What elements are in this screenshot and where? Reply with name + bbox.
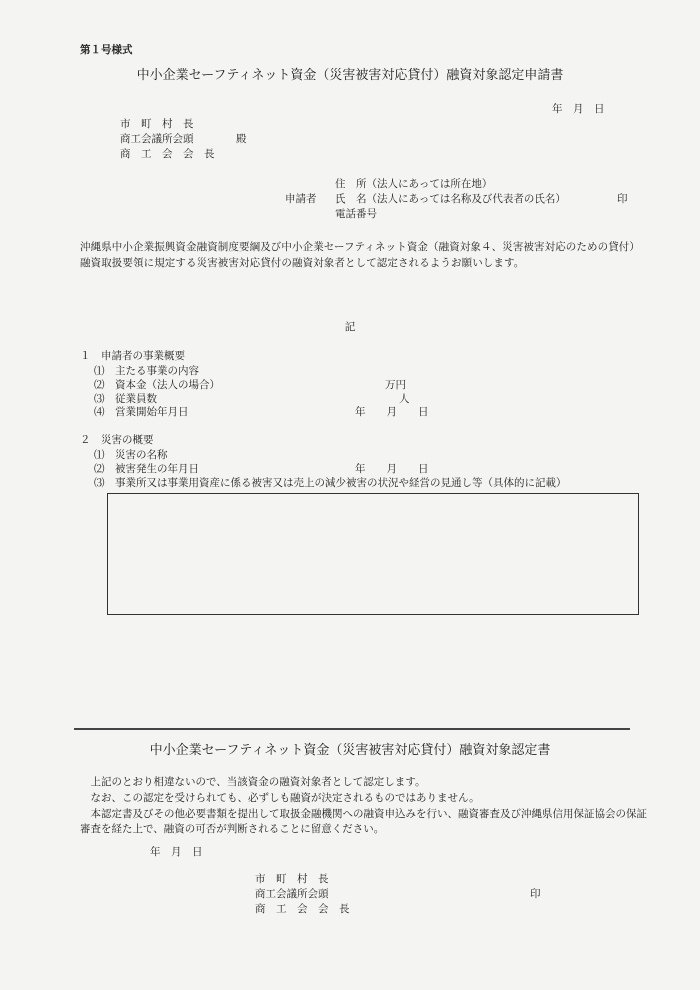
section-divider: [74, 728, 630, 730]
section1-title: １ 申請者の事業概要: [80, 350, 185, 362]
section2-item-disaster-name: ⑴ 災害の名称: [94, 449, 168, 461]
certificate-date: 年 月 日: [150, 846, 203, 858]
record-heading: 記: [344, 321, 356, 333]
section2-item-damage-date: ⑵ 被害発生の年月日: [94, 463, 199, 475]
applicant-label: 申請者: [285, 193, 317, 205]
document-title: 中小企業セーフティネット資金（災害被害対応貸付）融資対象認定申請書: [136, 68, 564, 83]
section1-item-start-date: ⑷ 営業開始年月日: [94, 406, 189, 418]
honorific: 殿: [236, 133, 247, 145]
applicant-phone-field[interactable]: 電話番号: [335, 208, 377, 221]
certificate-seal-mark: 印: [530, 888, 541, 900]
addressee-society-head: 商 工 会 会 長: [120, 148, 215, 161]
section2-title: ２ 災害の概要: [80, 434, 154, 446]
signer-mayor: 市 町 村 長: [255, 873, 329, 885]
addressee-chamber-head: 商工会議所会頭: [120, 133, 194, 146]
section1-item-business: ⑴ 主たる事業の内容: [94, 365, 199, 377]
section2-item-damage-details: ⑶ 事業所又は事業用資産に係る被害又は売上の減少被害の状況や経営の見通し等（具体的に記載）: [94, 477, 567, 489]
start-date-value: 年 月 日: [355, 406, 429, 418]
applicant-name-field[interactable]: 氏 名（法人にあっては名称及び代表者の氏名）: [335, 193, 566, 206]
capital-unit: 万円: [385, 379, 406, 391]
damage-date-value: 年 月 日: [355, 463, 429, 475]
signer-society-head: 商 工 会 会 長: [255, 903, 350, 916]
certificate-title: 中小企業セーフティネット資金（災害被害対応貸付）融資対象認定書: [149, 743, 551, 758]
applicant-fields: [335, 177, 566, 223]
applicant-seal-mark: 印: [617, 193, 628, 205]
certificate-line-1: 上記のとおり相違ないので、当該資金の融資対象者として認定します。: [90, 776, 426, 788]
application-date: 年 月 日: [552, 103, 605, 115]
certificate-text: [80, 775, 650, 838]
certificate-line-3: 本認定書及びその他必要書類を提出して取扱金融機関への融資申込みを行い、融資審査及び沖縄県信用保証協会の保証審査を経た上で、融資の可否が判断されることに留意ください。: [80, 807, 647, 836]
employees-unit: 人: [399, 393, 410, 405]
damage-details-box[interactable]: [107, 493, 639, 615]
applicant-address-field[interactable]: 住 所（法人にあっては所在地）: [335, 178, 493, 190]
form-number: 第１号様式: [80, 44, 133, 56]
section1-item-capital: ⑵ 資本金（法人の場合）: [94, 379, 220, 391]
addressee-block: [120, 117, 215, 163]
certificate-line-2: なお、この認定を受けられても、必ずしも融資が決定されるものではありません。: [90, 791, 480, 804]
section1-item-employees: ⑶ 従業員数: [94, 393, 157, 405]
addressee-mayor: 市 町 村 長: [120, 118, 194, 130]
certificate-signers: [255, 872, 350, 918]
request-paragraph: 沖縄県中小企業振興資金融資制度要綱及び中小企業セーフティネット資金（融資対象４、災害被害対応のための貸付）融資取扱要領に規定する災害被害対応貸付の融資対象者として認定されるようお願いします。: [80, 241, 641, 270]
signer-chamber-head: 商工会議所会頭: [255, 888, 329, 901]
